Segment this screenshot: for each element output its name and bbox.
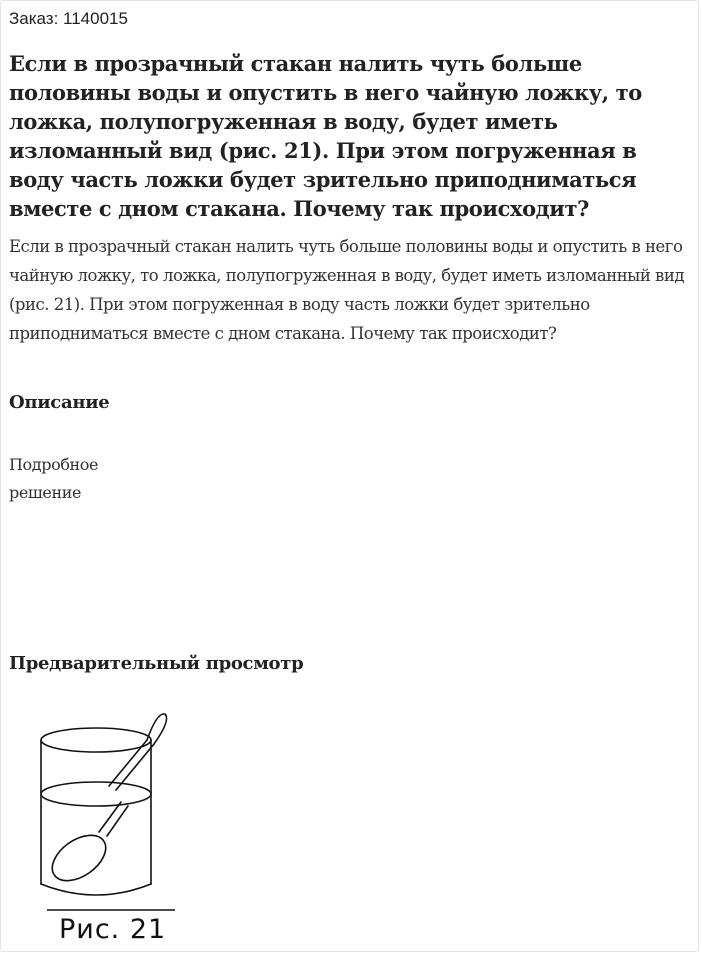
spoon-handle-upper <box>109 740 147 786</box>
order-number: Заказ: 1140015 <box>9 9 128 28</box>
question-title: Если в прозрачный стакан налить чуть больше половины воды и опустить в него чайную ложку, то ложка, полупогруженная в воду, будет иметь изломанный вид (рис. 21). При этом погруженная в воду часть ложки будет зрительно приподниматься вместе с дном стакана. Почему так происходит? <box>9 51 642 221</box>
spoon-bowl <box>44 826 114 890</box>
description-heading: Описание <box>9 392 110 413</box>
spoon-handle-lower-2 <box>107 806 128 836</box>
question-text: Если в прозрачный стакан налить чуть больше половины воды и опустить в него чайную ложку, то ложка, полупогруженная в воду, будет иметь изломанный вид (рис. 21). При этом погруженная в воду часть ложки будет зрительно приподниматься вместе с дном стакана. Почему так происходит? <box>9 237 685 343</box>
glass-bottom <box>41 884 151 895</box>
glass-with-spoon-illustration <box>29 706 189 911</box>
spoon-handle-tip <box>147 714 167 744</box>
figure-caption: Рис. 21 <box>59 914 167 945</box>
glass-rim <box>41 728 151 752</box>
preview-heading: Предварительный просмотр <box>9 653 304 674</box>
water-surface <box>41 782 151 806</box>
preview-figure <box>29 706 189 948</box>
description-text: Подробное решение <box>9 455 99 502</box>
